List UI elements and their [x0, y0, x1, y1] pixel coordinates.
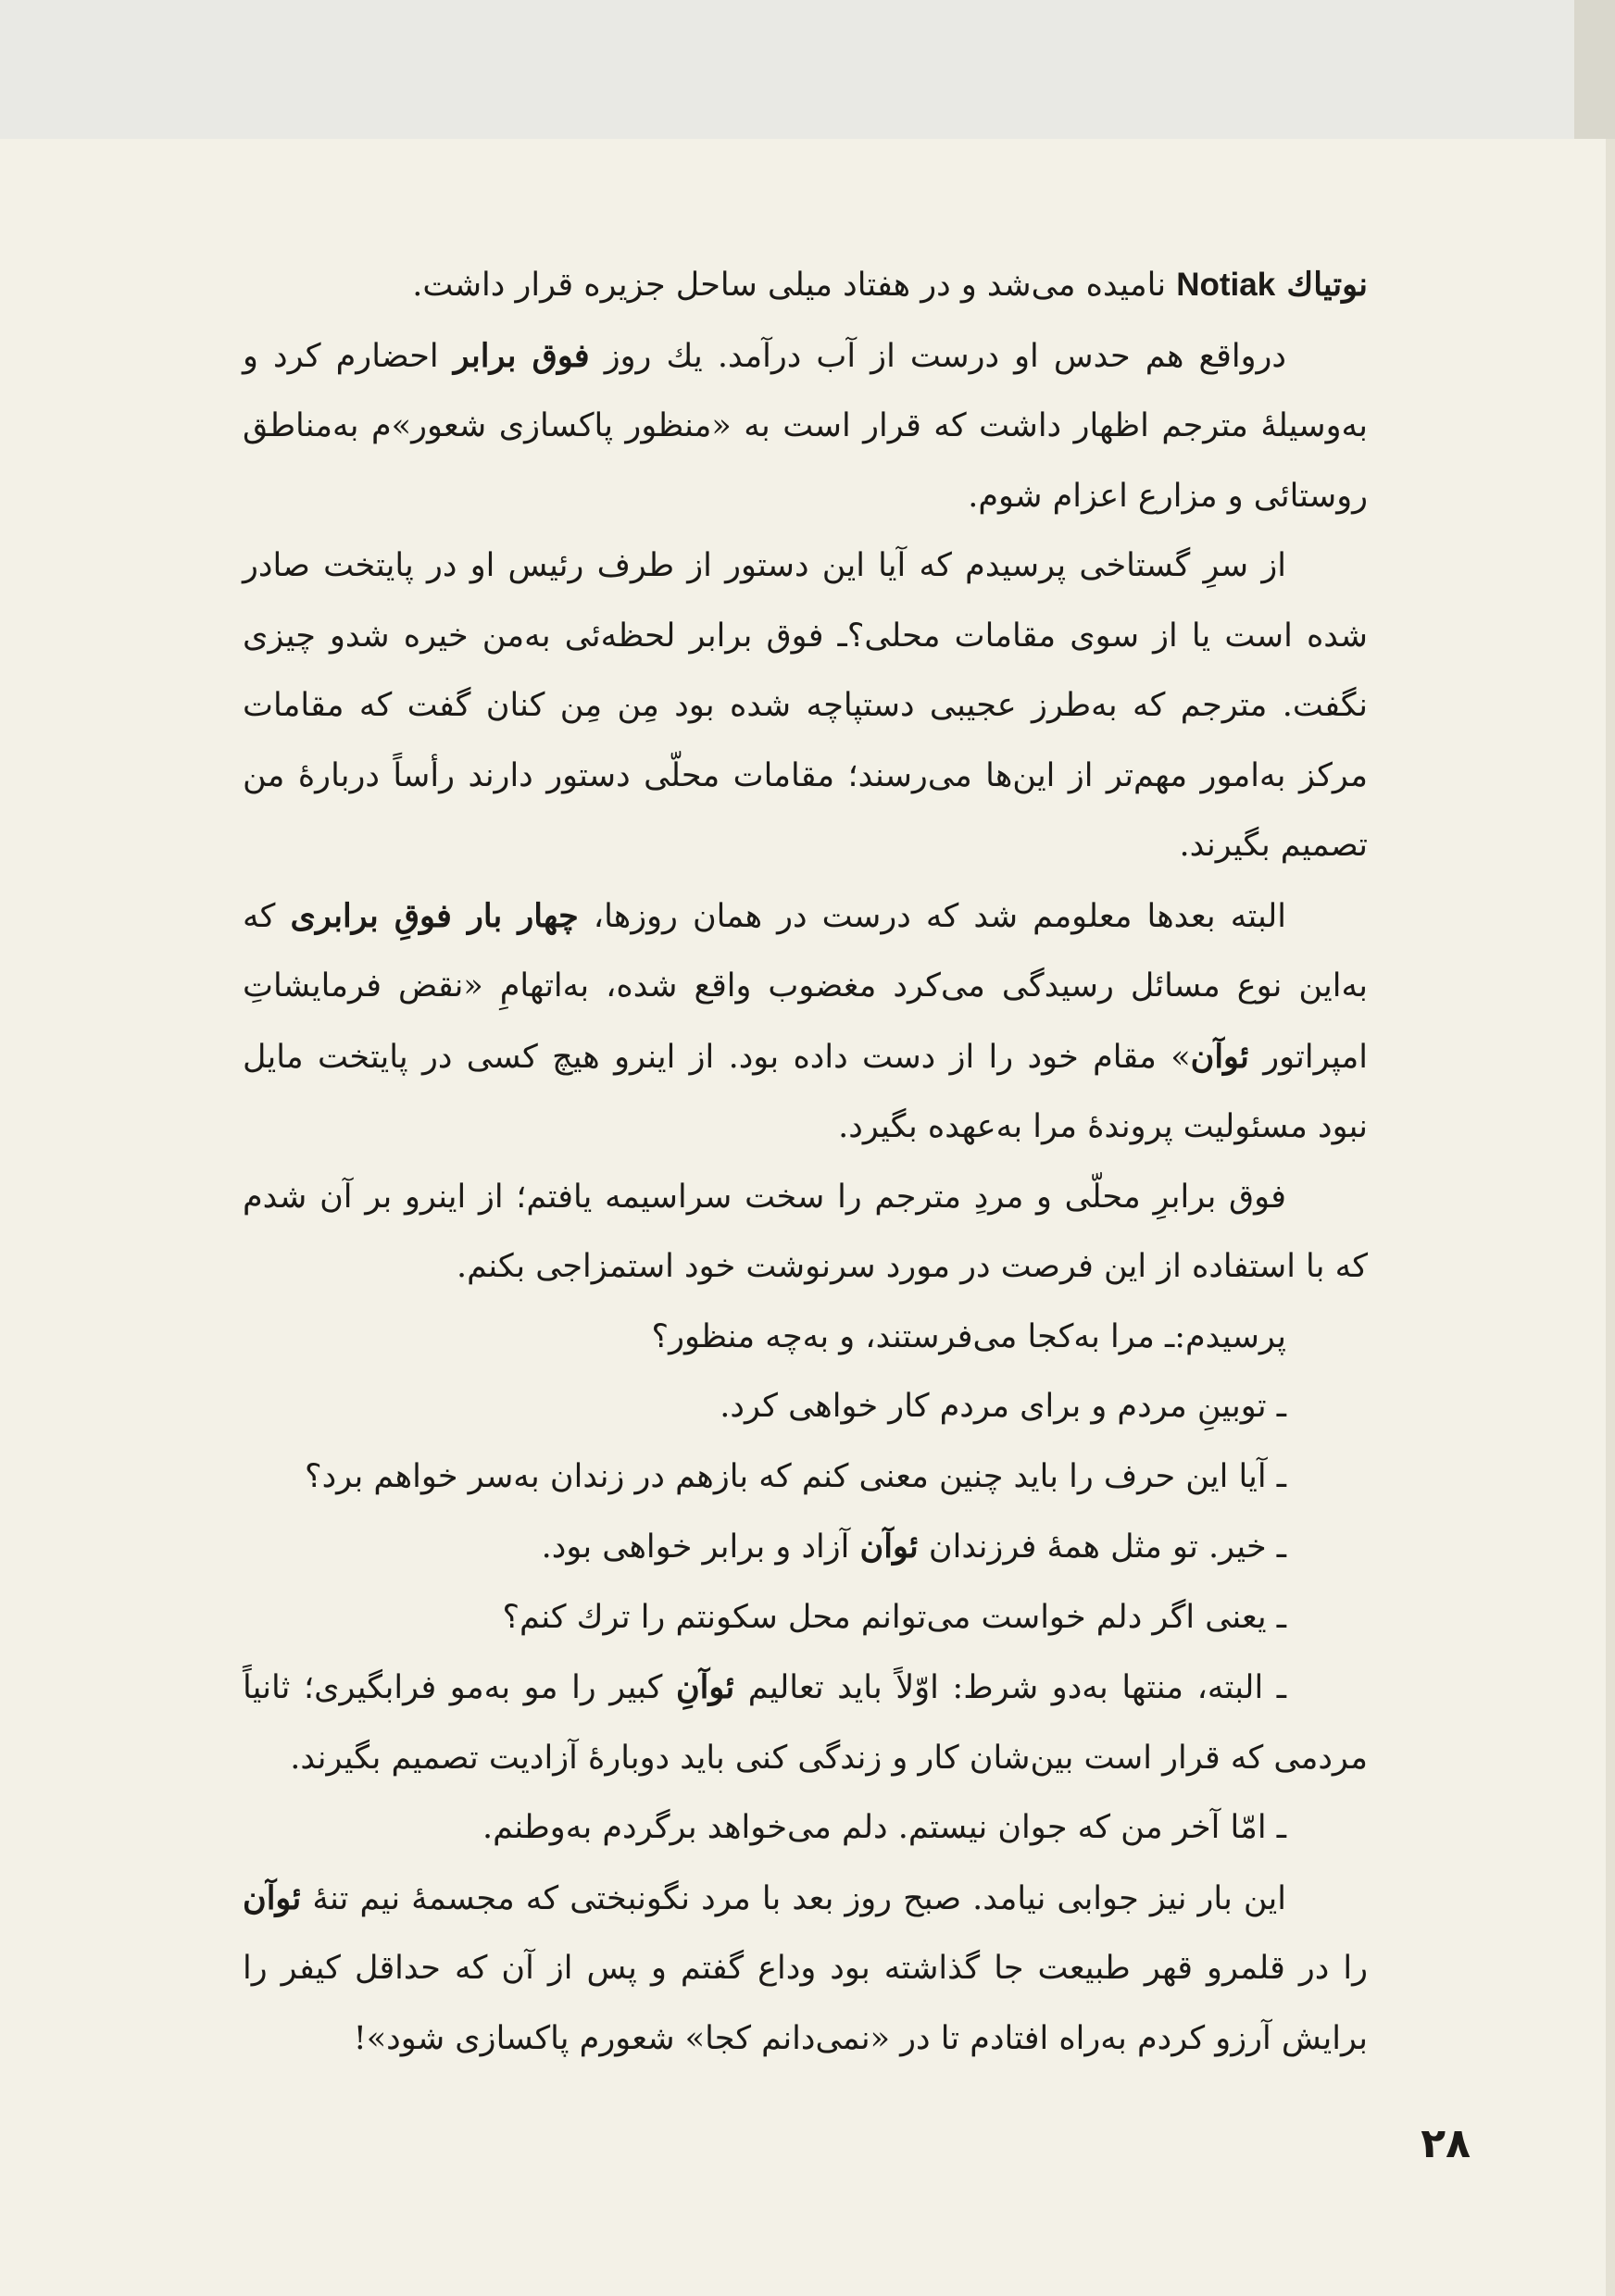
- text-run: کبیر را مو به‌مو فرابگیری؛ ثانیاً مردمی که قرار است بین‌شان کار و زندگی کنی باید دوبارهٔ آزادیت تصمیم بگیرند.: [243, 1669, 1368, 1777]
- text-run: پرسیدم:ـ مرا به‌کجا می‌فرستند، و به‌چه منظور؟: [651, 1317, 1286, 1355]
- text-run: ـ توبینِ مردم و برای مردم کار خواهی کرد.: [720, 1388, 1286, 1425]
- paragraph: [243, 1653, 1368, 1793]
- body-text: [243, 250, 1368, 2074]
- text-run-bold: نوتیاك: [1275, 266, 1368, 304]
- text-run: نامیده می‌شد و در هفتاد میلی ساحل جزیره قرار داشت.: [412, 267, 1177, 304]
- text-run: البته بعدها معلومم شد که درست در همان روزها،: [578, 897, 1287, 935]
- text-run: ـ البته، منتها به‌دو شرط: اوّلاً باید تعالیم: [734, 1669, 1287, 1706]
- scan-top-corner: [1574, 0, 1615, 139]
- text-run-bold: ئوآن: [243, 1878, 302, 1917]
- text-run: را در قلمرو قهر طبیعت جا گذاشته بود وداع گفتم و پس از آن که حداقل کیفر را برایش آرزو کردم به‌راه افتادم تا در «نمی‌دانم کجا» شعورم پاکسازی شود»!: [243, 1950, 1368, 2057]
- text-run: ـ یعنی اگر دلم خواست می‌توانم محل سکونتم را ترك کنم؟: [502, 1598, 1286, 1636]
- paragraph: [243, 1372, 1368, 1442]
- paragraph: [243, 250, 1368, 321]
- paragraph: [243, 1512, 1368, 1583]
- text-run: که به‌این نوع مسائل رسیدگی می‌کرد مغضوب واقع شده، به‌اتهامِ «نقض فرمایشاتِ امپراتور: [243, 897, 1368, 1076]
- text-run-bold: ئوآن: [859, 1528, 919, 1566]
- paragraph: [243, 1793, 1368, 1864]
- text-run-bold: ئوآنِ: [675, 1668, 735, 1706]
- paragraph: [243, 1442, 1368, 1513]
- text-run: از سرِ گستاخی پرسیدم که آیا این دستور از طرف رئیس او در پایتخت صادر شده است یا از سوی مقامات محلی؟ـ فوق برابر لحظه‌ئی به‌من خیره شدو چیزی نگفت. مترجم که به‌طرز عجیبی دستپاچه شده بود مِن مِن کنان گفت که مقامات مرکز به‌امور مهم‌تر از این‌ها می‌رسند؛ مقامات محلّی دستور دارند رأساً دربارهٔ من تصمیم بگیرند.: [243, 547, 1368, 864]
- page-number: ۲۸: [1421, 2120, 1471, 2167]
- paragraph: [243, 1303, 1368, 1373]
- text-run: این بار نیز جوابی نیامد. صبح روز بعد با مرد نگونبختی که مجسمهٔ نیم تنهٔ: [301, 1879, 1286, 1917]
- paragraph: [243, 1583, 1368, 1653]
- text-run-bold: ئوآن: [1190, 1037, 1249, 1076]
- text-run-bold: فوق برابر: [453, 336, 590, 375]
- text-run: درواقع هم حدس او درست از آب درآمد. یك روز: [589, 337, 1287, 375]
- text-run-bold: چهار بار فوقِ برابری: [290, 896, 579, 935]
- paragraph: [243, 321, 1368, 532]
- text-run: فوق برابرِ محلّی و مردِ مترجم را سخت سراسیمه یافتم؛ از اینرو بر آن شدم که با استفاده از این فرصت در مورد سرنوشت خود استمزاجی بکنم.: [243, 1178, 1368, 1285]
- text-run: آزاد و برابر خواهی بود.: [541, 1529, 860, 1566]
- text-run: احضارم کرد و به‌وسیلهٔ مترجم اظهار داشت که قرار است به «منظور پاکسازی شعور»م به‌مناطق روستائی و مزارع اعزام شوم.: [243, 337, 1368, 515]
- paragraph: [243, 881, 1368, 1163]
- text-run-latin: Notiak: [1176, 267, 1276, 303]
- text-run: ـ خیر. تو مثل همهٔ فرزندان: [918, 1529, 1286, 1566]
- paragraph: [243, 1163, 1368, 1303]
- text-run: ـ امّا آخر من که جوان نیستم. دلم می‌خواهد برگردم به‌وطنم.: [482, 1809, 1286, 1846]
- paragraph: [243, 531, 1368, 881]
- text-run: ـ آیا این حرف را باید چنین معنی کنم که بازهم در زندان به‌سر خواهم برد؟: [305, 1457, 1286, 1495]
- scan-top-margin: [0, 0, 1615, 139]
- paragraph: [243, 1864, 1368, 2075]
- page-right-edge: [1606, 139, 1615, 2296]
- text-run: » مقام خود را از دست داده بود. از اینرو هیچ کسی در پایتخت مایل نبود مسئولیت پروندهٔ مرا به‌عهده بگیرد.: [243, 1038, 1368, 1145]
